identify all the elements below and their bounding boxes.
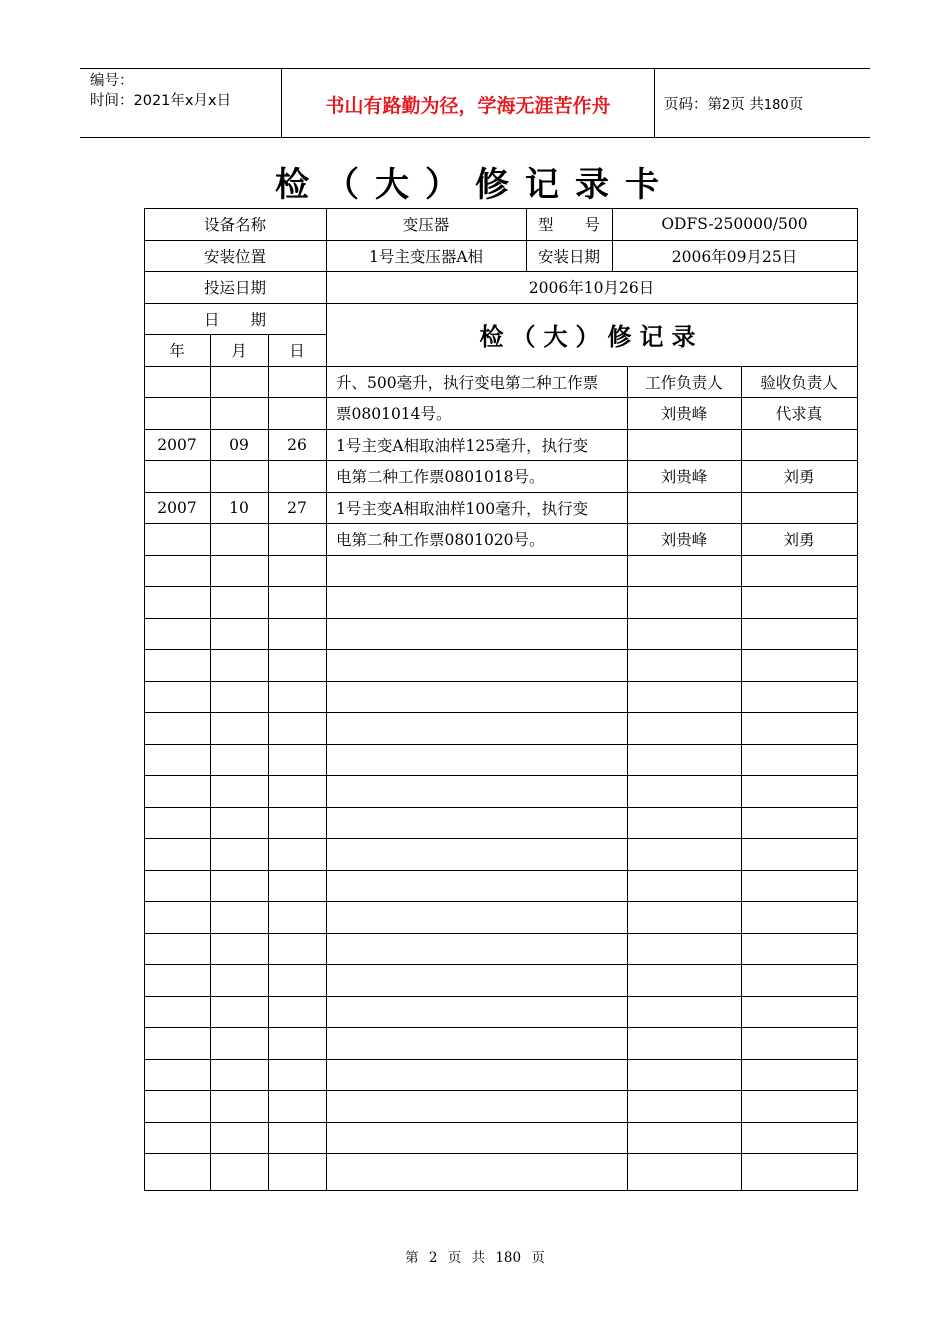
record-content: 票0801014号。 [336,405,452,423]
record-day [268,523,326,555]
page-mid: 页 共 [730,97,764,113]
header-meta [90,71,280,111]
footer-page-total: 180 [495,1250,522,1266]
footer-mid: 页 共 [447,1250,486,1266]
table-rule [144,712,858,713]
header-divider [654,69,655,137]
record-year: 2007 [157,435,197,454]
day-header: 日 [289,342,305,360]
record-content: 电第二种工作票0801018号。 [336,468,545,486]
device-name-label: 设备名称 [203,216,266,234]
table-rule [144,1090,858,1091]
model-label: 型 号 [537,216,600,234]
record-month [210,523,268,555]
table-rule [144,870,858,871]
page-footer [0,1246,950,1266]
page-prefix: 页码：第 [664,97,722,113]
record-month: 09 [229,435,249,454]
table-rule [144,901,858,902]
location-value: 1号主变压器A相 [368,247,484,266]
table-rule [144,807,858,808]
page-header [80,68,870,138]
header-page-info [664,93,870,114]
record-inspector [741,429,857,460]
record-title: 检（大）修记录 [479,323,704,351]
record-month [210,460,268,492]
record-month [210,366,268,397]
page-number: 2 [722,98,731,113]
record-day: 27 [287,498,307,517]
record-day: 26 [287,435,307,454]
table-rule [857,208,858,1191]
device-name-value: 变压器 [402,216,450,234]
record-worker [627,492,741,523]
record-day [268,397,326,429]
table-rule [144,933,858,934]
commission-date-value: 2006年10月26日 [528,279,655,297]
record-worker: 刘贵峰 [660,468,708,486]
table-rule [144,775,858,776]
record-inspector: 刘勇 [783,468,815,486]
table-rule [144,1059,858,1060]
record-year [144,523,210,555]
table-rule [144,996,858,997]
commission-label: 投运日期 [203,279,266,297]
footer-prefix: 第 [405,1250,419,1266]
record-day [268,366,326,397]
record-content: 电第二种工作票0801020号。 [336,531,545,549]
location-label: 安装位置 [203,247,266,266]
date-label: 日 期 [203,310,266,329]
record-month: 10 [229,498,249,517]
record-month [210,397,268,429]
record-worker [627,429,741,460]
table-rule [144,555,858,556]
page-title: 检（大）修记录卡 [275,165,675,205]
page-total: 180 [763,98,789,113]
table-rule [144,1153,858,1154]
install-date-label: 安装日期 [537,247,600,266]
record-content: 1号主变A相取油样125毫升，执行变 [336,436,589,455]
record-inspector: 验收负责人 [760,373,838,392]
table-rule [144,1027,858,1028]
table-rule [144,964,858,965]
record-worker: 工作负责人 [645,373,723,392]
record-inspector: 刘勇 [783,531,815,549]
model-value: ODFS-250000/500 [661,215,808,233]
record-year [144,397,210,429]
table-rule [144,618,858,619]
table-rule [144,1122,858,1123]
record-content: 升、500毫升，执行变电第二种工作票 [336,373,599,392]
record-worker: 刘贵峰 [660,531,708,549]
record-year [144,460,210,492]
table-rule [144,838,858,839]
header-motto: 书山有路勤为径，学海无涯苦作舟 [325,95,611,117]
table-rule [144,586,858,587]
record-table [144,208,857,1190]
footer-page-number: 2 [428,1250,438,1266]
record-day [268,460,326,492]
time-text: 时间：2021年x月x日 [90,93,232,109]
install-date-value: 2006年09月25日 [671,247,798,266]
record-inspector [741,492,857,523]
record-inspector: 代求真 [775,405,823,423]
record-content: 1号主变A相取油样100毫升，执行变 [336,499,589,518]
table-rule [144,1190,858,1191]
table-rule [144,681,858,682]
month-header: 月 [231,342,247,360]
record-year [144,366,210,397]
year-header: 年 [169,342,185,360]
record-year: 2007 [157,498,197,517]
page-suffix: 页 [788,97,804,113]
table-rule [144,649,858,650]
record-worker: 刘贵峰 [660,405,708,423]
table-rule [144,744,858,745]
number-label: 编号： [90,73,134,89]
footer-suffix: 页 [531,1250,545,1266]
